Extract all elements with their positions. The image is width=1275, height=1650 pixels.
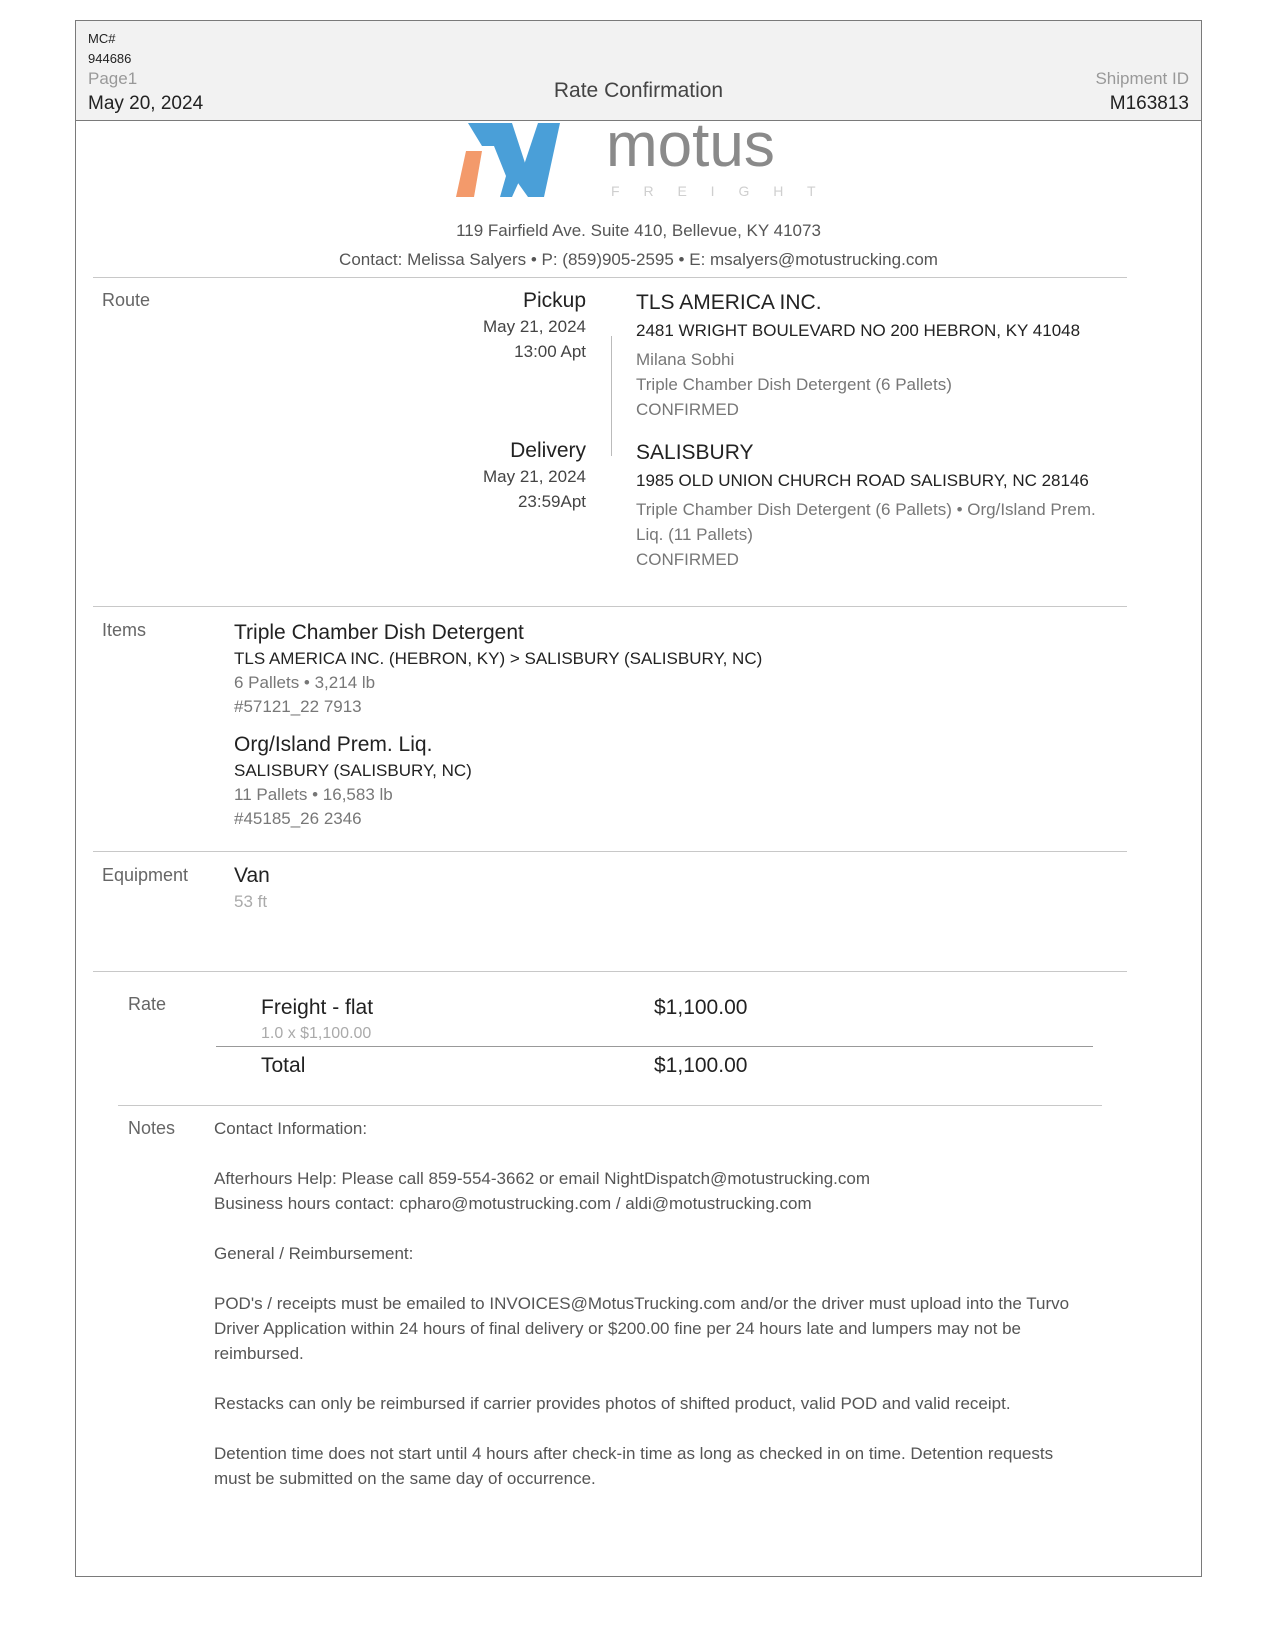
notes-detention-policy: Detention time does not start until 4 hours after check-in time as long as checked in on time. Detention requests must be submitted on the same day of occurrence. <box>214 1444 1054 1488</box>
company-address: 119 Fairfield Ave. Suite 410, Bellevue, KY 41073 <box>456 221 821 240</box>
rate-line-name: Freight - flat <box>261 996 374 1019</box>
pickup-items: Triple Chamber Dish Detergent (6 Pallets) <box>636 375 952 394</box>
document-title: Rate Confirmation <box>553 79 724 102</box>
document-date: May 20, 2024 <box>88 93 204 114</box>
page-number: Page1 <box>88 69 138 88</box>
divider <box>118 1105 1102 1106</box>
delivery-time: 23:59Apt <box>517 492 586 511</box>
delivery-type: Delivery <box>510 439 586 462</box>
item-reference: #45185_26 2346 <box>234 809 362 828</box>
divider <box>93 606 1127 607</box>
shipment-id-label: Shipment ID <box>1095 69 1189 88</box>
pickup-time: 13:00 Apt <box>514 342 586 361</box>
rate-label: Rate <box>128 994 167 1014</box>
pickup-contact: Milana Sobhi <box>636 350 735 369</box>
pickup-type: Pickup <box>522 289 586 312</box>
pickup-stop-column <box>456 289 586 362</box>
rate-confirmation-document <box>75 20 1202 1577</box>
pickup-status: CONFIRMED <box>636 400 739 419</box>
delivery-stop-info <box>636 441 1126 572</box>
document-header <box>76 21 1201 121</box>
pickup-name: TLS AMERICA INC. <box>636 291 822 314</box>
notes-afterhours: Afterhours Help: Please call 859-554-3662 or email NightDispatch@motustrucking.com <box>214 1169 871 1188</box>
item-quantity: 11 Pallets • 16,583 lb <box>234 785 393 804</box>
delivery-name: SALISBURY <box>636 441 754 464</box>
item-entry <box>234 733 1034 829</box>
notes-restacks-policy: Restacks can only be reimbursed if carrier provides photos of shifted product, valid POD and valid receipt. <box>214 1394 1011 1413</box>
notes-label: Notes <box>128 1118 176 1138</box>
pickup-stop-info <box>636 291 1156 422</box>
equipment-type: Van <box>234 864 270 887</box>
item-entry <box>234 621 1034 717</box>
pickup-date: May 21, 2024 <box>482 317 586 336</box>
equipment-label: Equipment <box>102 865 189 885</box>
delivery-address: 1985 OLD UNION CHURCH ROAD SALISBURY, NC 28146 <box>636 471 1089 490</box>
company-contact: Contact: Melissa Salyers • P: (859)905-2595 • E: msalyers@motustrucking.com <box>339 250 938 269</box>
mc-block <box>88 29 131 69</box>
notes-business-hours: Business hours contact: cpharo@motustrucking.com / aldi@motustrucking.com <box>214 1194 812 1213</box>
rate-line-amount: $1,100.00 <box>654 996 748 1019</box>
item-reference: #57121_22 7913 <box>234 697 362 716</box>
delivery-items: Triple Chamber Dish Detergent (6 Pallets) • Org/Island Prem. Liq. (11 Pallets) <box>636 500 1096 544</box>
delivery-status: CONFIRMED <box>636 550 739 569</box>
item-route: TLS AMERICA INC. (HEBRON, KY) > SALISBURY (SALISBURY, NC) <box>234 649 763 668</box>
delivery-date: May 21, 2024 <box>482 467 586 486</box>
notes-heading-general: General / Reimbursement: <box>214 1244 414 1263</box>
item-name: Org/Island Prem. Liq. <box>234 733 433 756</box>
shipment-id: M163813 <box>1109 93 1189 114</box>
mc-label: MC# <box>88 31 116 46</box>
notes-heading-contact: Contact Information: <box>214 1119 368 1138</box>
mc-number: 944686 <box>88 51 132 66</box>
logo-text: motus <box>606 121 775 180</box>
item-name: Triple Chamber Dish Detergent <box>234 621 524 644</box>
divider <box>93 851 1127 852</box>
logo-subtext: F R E I G H T <box>611 183 826 199</box>
delivery-stop-column <box>456 439 586 512</box>
item-route: SALISBURY (SALISBURY, NC) <box>234 761 472 780</box>
rate-total-amount: $1,100.00 <box>654 1054 748 1077</box>
notes-body <box>214 1116 1094 1516</box>
rate-total-label: Total <box>261 1054 306 1077</box>
equipment-info <box>234 864 1034 912</box>
divider <box>93 971 1127 972</box>
rate-line-detail: 1.0 x $1,100.00 <box>261 1025 372 1042</box>
route-label: Route <box>102 290 151 310</box>
route-timeline-line <box>611 336 612 456</box>
items-label: Items <box>102 620 147 640</box>
notes-pod-policy: POD's / receipts must be emailed to INVOICES@MotusTrucking.com and/or the driver must upload into the Turvo Driver Application within 24 hours of final delivery or $200.00 fine per 24 hours late and lumpers may not be reimbursed. <box>214 1294 1070 1363</box>
rate-total-divider <box>216 1046 1093 1047</box>
divider <box>93 277 1127 278</box>
item-quantity: 6 Pallets • 3,214 lb <box>234 673 376 692</box>
motus-freight-logo <box>456 121 856 231</box>
pickup-address: 2481 WRIGHT BOULEVARD NO 200 HEBRON, KY 41048 <box>636 321 1081 340</box>
equipment-size: 53 ft <box>234 892 268 911</box>
